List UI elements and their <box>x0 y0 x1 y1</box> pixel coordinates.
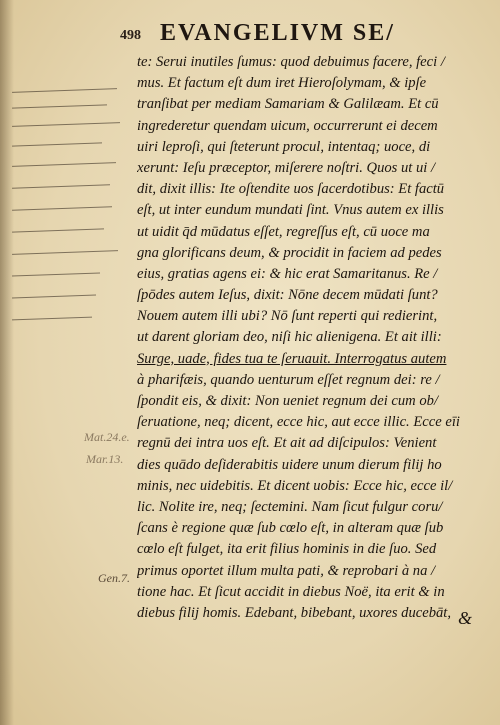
handwritten-stroke <box>12 226 104 232</box>
text-line: tione hac. Et ſicut accidit in diebus Noë, ita erit & in <box>137 583 445 600</box>
text-line: ſpondit eis, & dixit: Non ueniet regnum dei cum ob/ <box>137 393 439 409</box>
text-line: xerunt: Ieſu præceptor, miſerere noſtri. Quos ut ui / <box>137 159 436 176</box>
text-line: regnū dei intra uos eſt. Et ait ad diſcipulos: Venient <box>137 435 437 452</box>
catchword: & <box>458 608 473 628</box>
text-line: eſt, ut inter eundum mundati ſint. Vnus autem ex illis <box>137 202 444 219</box>
text-line: primus oportet illum multa pati, & reprobari à na / <box>137 562 436 579</box>
margin-reference-mat: Mat.24.e. <box>84 430 130 444</box>
text-line: dies quādo deſiderabitis uidere unum dierum filij ho <box>137 456 442 473</box>
text-line: ut uidit q̄d mūdatus eſſet, regreſſus eſt, cū uoce ma <box>137 223 430 240</box>
text-line: diebus filij homis. Edebant, bibebant, uxores ducebāt, <box>137 604 451 621</box>
text-line: Nouem autem illi ubi? Nō ſunt reperti qui redierint, <box>137 308 438 325</box>
handwritten-stroke <box>12 182 110 188</box>
margin-reference-mar: Mar.13. <box>86 452 124 466</box>
underlined-text: Surge, uade, fides tua te ſeruauit. Interrogatus autem <box>137 350 447 367</box>
handwritten-stroke <box>12 86 117 93</box>
handwritten-stroke <box>12 293 96 299</box>
text-line: uiri leproſi, qui ſteterunt procul, intentaq; uoce, di <box>137 138 431 155</box>
handwritten-stroke <box>12 102 107 108</box>
text-line: eius, gratias agens ei: & hic erat Samaritanus. Re / <box>137 265 438 282</box>
text-line: à pharifæis, quando uenturum eſſet regnum dei: re / <box>137 371 440 388</box>
handwritten-stroke <box>12 204 112 210</box>
handwritten-stroke <box>12 160 116 167</box>
text-line: ingrederetur quendam uicum, occurrerunt ei decem <box>137 117 438 134</box>
text-line: te: Serui inutiles ſumus: quod debuimus facere, feci / <box>137 54 445 70</box>
page-number: 498 <box>120 28 141 43</box>
text-line: ut darent gloriam deo, niſi hic alienigena. Et ait illi: <box>137 329 442 346</box>
text-line: ſcans è regione quæ ſub cœlo eſt, in alteram quæ ſub <box>137 520 444 537</box>
handwritten-stroke <box>12 120 120 127</box>
handwritten-stroke <box>12 248 118 255</box>
page-header <box>0 20 500 50</box>
text-line: lic. Nolite ire, neq; ſectemini. Nam ſicut fulgur coru/ <box>137 498 443 515</box>
main-text <box>137 52 487 624</box>
text-line: minis, nec uidebitis. Et dicent uobis: Ecce hic, ecce il/ <box>137 477 453 494</box>
running-head: EVANGELIVM SE/ <box>160 20 395 46</box>
text-line-underlined <box>137 349 487 370</box>
handwritten-marginalia <box>12 82 132 342</box>
handwritten-stroke <box>12 270 100 276</box>
handwritten-stroke <box>12 140 102 146</box>
text-line: dit, dixit illis: Ite oſtendite uos ſacerdotibus: Et factū <box>137 181 445 198</box>
text-line: ſpōdes autem Ieſus, dixit: Nōne decem mūdati ſunt? <box>137 287 438 304</box>
text-line: ſeruatione, neq; dicent, ecce hic, aut ecce illic. Ecce eīi <box>137 414 460 431</box>
margin-reference-gen: Gen.7. <box>98 571 130 585</box>
handwritten-stroke <box>12 315 92 321</box>
text-line: gna glorificans deum, & procidit in faciem ad pedes <box>137 244 442 261</box>
text-line: cœlo eſt fulget, ita erit filius hominis in die ſuo. Sed <box>137 541 437 558</box>
text-line: mus. Et factum eſt dum iret Hieroſolymam, & ipſe <box>137 75 427 92</box>
text-line: tranſibat per mediam Samariam & Galilæam. Et cū <box>137 96 439 113</box>
